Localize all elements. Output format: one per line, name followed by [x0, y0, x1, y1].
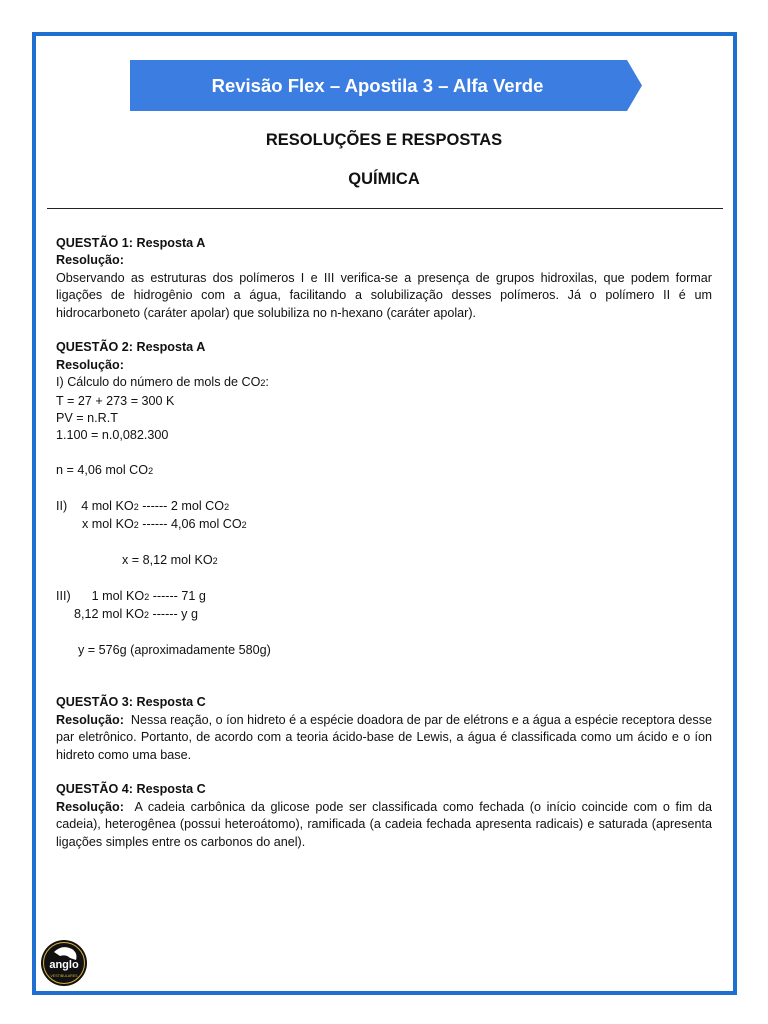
title-banner — [130, 60, 642, 111]
question-2-step-2-ratio: II) 4 mol KO2 ------ 2 mol CO2 — [56, 499, 230, 514]
question-1-resolution-label: Resolução: — [56, 253, 124, 268]
banner-title: Revisão Flex – Apostila 3 – Alfa Verde — [211, 74, 544, 96]
question-3 — [56, 694, 712, 764]
question-1-title: QUESTÃO 1: Resposta A — [56, 236, 206, 250]
answers-content — [56, 235, 712, 868]
question-3-text: Nessa reação, o íon hidreto é a espécie doadora de par de elétrons e a água a espécie receptora desse par eletrônico. Portanto, de acordo com a teoria ácido-base de Lewis, a água é classificada como um ácido e o íon hidreto como uma base. — [56, 712, 712, 762]
header-divider — [47, 208, 723, 209]
question-2-title: QUESTÃO 2: Resposta A — [56, 340, 206, 355]
question-2-step-3-result: y = 576g (aproximadamente 580g) — [78, 643, 271, 658]
subtitle-quimica: QUÍMICA — [348, 170, 420, 188]
question-4 — [56, 781, 712, 851]
question-4-title: QUESTÃO 4: Resposta C — [56, 782, 206, 797]
question-4-body — [56, 799, 712, 851]
question-2-step-3-proportion: 8,12 mol KO2 ------ y g — [74, 607, 198, 622]
question-3-title: QUESTÃO 3: Resposta C — [56, 695, 206, 710]
question-3-body — [56, 712, 712, 764]
question-2-step-1: I) Cálculo do número de mols de CO2: — [56, 375, 269, 390]
question-2-moles-result: n = 4,06 mol CO2 — [56, 463, 154, 478]
question-1-text: Observando as estruturas dos polímeros I e III verifica-se a presença de grupos hidroxilas, que podem formar ligações de hidrogênio com a água, facilitando a solubilização desses polímeros. Já o polímero II é um hidrocarboneto (caráter apolar) que solubiliza no n-hexano (caráter apolar). — [56, 270, 712, 320]
question-4-text: A cadeia carbônica da glicose pode ser classificada como fechada (o início coincide com o fim da cadeia), heterogênea (possui heteroátomo), ramificada (a cadeia fechada apresenta radicais) e saturada (apresenta ligações simples entre os carbonos do anel). — [56, 799, 712, 849]
question-2-substitution: 1.100 = n.0,082.300 — [56, 428, 169, 443]
question-3-resolution-label: Resolução: — [56, 712, 124, 727]
question-2-gas-law: PV = n.R.T — [56, 411, 118, 426]
logo-wordmark: anglo — [49, 959, 79, 971]
question-2-step-2-result: x = 8,12 mol KO2 — [122, 553, 218, 568]
question-2-step-3-ratio: III) 1 mol KO2 ------ 71 g — [56, 589, 206, 604]
question-4-resolution-label: Resolução: — [56, 799, 124, 814]
subtitle-resolucoes: RESOLUÇÕES E RESPOSTAS — [265, 131, 503, 149]
question-2-step-2-proportion: x mol KO2 ------ 4,06 mol CO2 — [82, 517, 247, 532]
question-2-temperature: T = 27 + 273 = 300 K — [56, 393, 175, 408]
question-2-resolution-label: Resolução: — [56, 357, 124, 372]
logo-subtext: VESTIBULARES — [50, 974, 78, 978]
question-2 — [56, 339, 712, 677]
question-1 — [56, 235, 712, 322]
anglo-lion-logo-icon — [36, 938, 92, 988]
